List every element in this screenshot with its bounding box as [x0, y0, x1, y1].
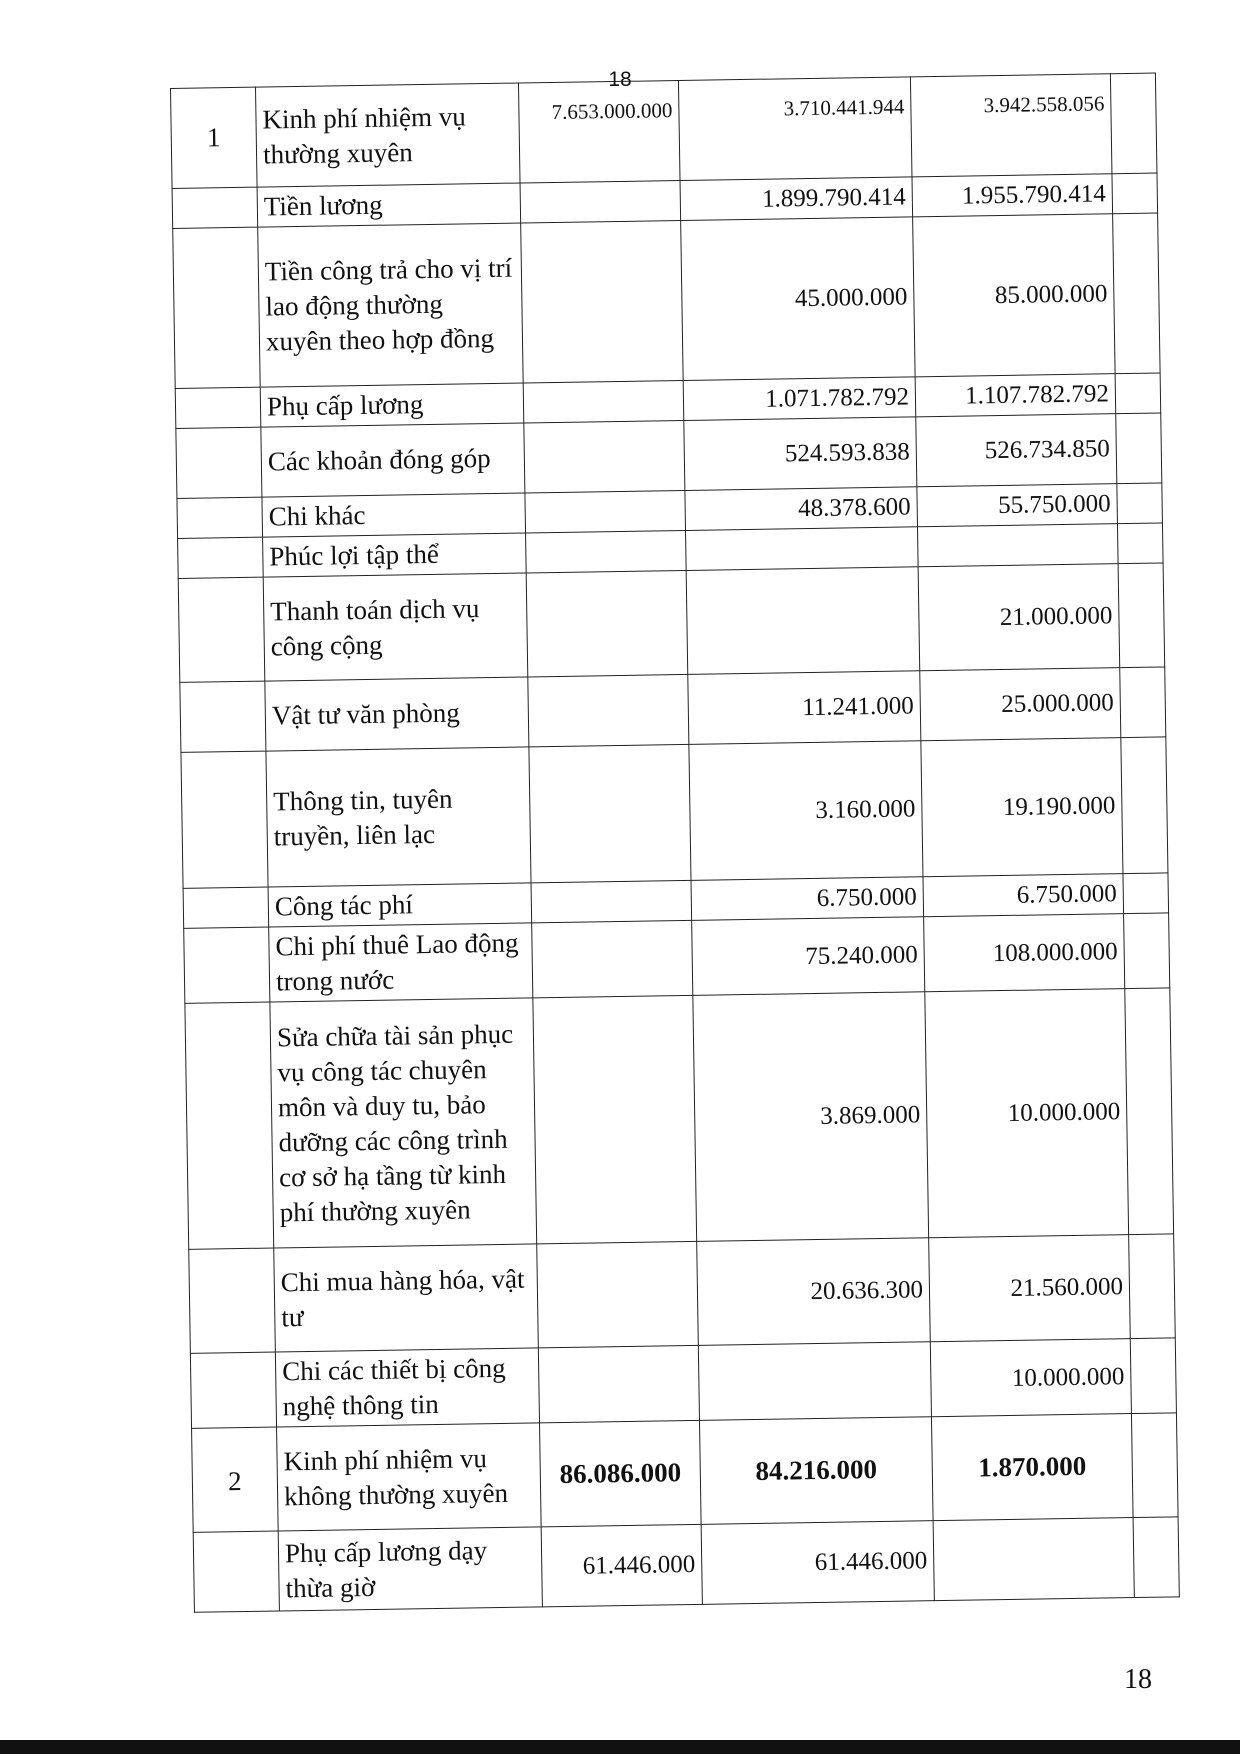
table-row [189, 1234, 1176, 1353]
empty-cell [1117, 483, 1163, 524]
total-amount [526, 530, 687, 573]
table-row [193, 1517, 1179, 1612]
remaining-amount: 55.750.000 [917, 484, 1118, 527]
item-name: Tiền lương [257, 183, 521, 227]
item-name: Thông tin, tuyên truyền, liên lạc [266, 747, 531, 887]
budget-table [170, 73, 1180, 1613]
total-amount [537, 1241, 699, 1348]
item-name: Chi mua hàng hóa, vật tư [274, 1244, 539, 1352]
remaining-amount: 21.560.000 [929, 1235, 1131, 1342]
spent-amount: 48.378.600 [685, 487, 918, 531]
empty-cell [1133, 1517, 1179, 1598]
row-index [181, 751, 268, 888]
total-amount [538, 1345, 699, 1423]
remaining-amount: 1.870.000 [931, 1414, 1133, 1521]
item-name: Phụ cấp lương [260, 383, 524, 427]
scan-edge [0, 1740, 1240, 1754]
table-row [173, 213, 1160, 388]
total-amount [531, 880, 692, 923]
spent-amount: 3.869.000 [693, 992, 929, 1242]
empty-cell [1121, 737, 1168, 874]
total-amount [533, 995, 697, 1243]
row-index [176, 427, 262, 498]
spent-amount: 20.636.300 [697, 1238, 931, 1346]
row-index [180, 681, 266, 752]
empty-cell [1131, 1413, 1178, 1518]
row-index: 2 [192, 1427, 279, 1532]
empty-cell [1117, 523, 1163, 564]
remaining-amount: 10.000.000 [930, 1339, 1131, 1417]
empty-cell [1110, 73, 1157, 174]
item-name: Chi khác [262, 493, 526, 537]
empty-cell [1129, 1234, 1176, 1339]
item-name: Phúc lợi tập thể [263, 533, 527, 577]
page-number-bottom: 18 [1124, 1664, 1152, 1695]
spent-amount: 84.216.000 [699, 1417, 933, 1525]
empty-cell [1123, 873, 1169, 914]
page-number-top: 18 [608, 68, 632, 91]
spent-amount: 75.240.000 [692, 917, 925, 996]
spent-amount [698, 1342, 931, 1421]
spent-amount: 1.071.782.792 [683, 377, 916, 421]
empty-cell [1112, 173, 1158, 214]
row-index [185, 1002, 274, 1249]
item-name: Tiền công trả cho vị trí lao động thường xuyên theo hợp đồng [258, 223, 523, 387]
row-index [175, 387, 261, 428]
item-name: Công tác phí [268, 883, 532, 927]
empty-cell [1115, 373, 1161, 414]
spent-amount: 11.241.000 [688, 671, 921, 745]
total-amount [526, 570, 688, 677]
remaining-amount [933, 1518, 1134, 1601]
remaining-amount: 25.000.000 [920, 668, 1121, 741]
row-index [190, 1352, 276, 1428]
row-index [193, 1531, 279, 1612]
total-amount [532, 920, 693, 998]
spent-amount [686, 527, 919, 571]
remaining-amount: 6.750.000 [923, 874, 1124, 917]
total-amount [529, 744, 691, 882]
remaining-amount: 1.107.782.792 [915, 374, 1116, 417]
item-name: Chi phí thuê Lao động trong nước [269, 923, 533, 1002]
remaining-amount: 10.000.000 [925, 989, 1129, 1238]
spent-amount: 524.593.838 [684, 417, 917, 491]
item-name: Phụ cấp lương dạy thừa giờ [278, 1527, 542, 1611]
row-index [189, 1248, 276, 1353]
spent-amount: 45.000.000 [681, 217, 915, 381]
total-amount: 7.653.000.000 [518, 81, 680, 184]
spent-amount: 1.899.790.414 [680, 177, 913, 221]
table-row [185, 988, 1174, 1249]
item-name: Kinh phí nhiệm vụ thường xuyên [255, 83, 520, 187]
total-amount [524, 420, 685, 493]
remaining-amount: 108.000.000 [924, 914, 1125, 992]
row-index [184, 927, 270, 1003]
budget-table-container [170, 73, 1179, 1613]
empty-cell [1130, 1338, 1176, 1414]
spent-amount: 61.446.000 [701, 1521, 934, 1605]
total-amount [525, 490, 686, 533]
empty-cell [1118, 563, 1165, 668]
empty-cell [1125, 988, 1174, 1235]
remaining-amount: 526.734.850 [916, 414, 1117, 487]
row-index: 1 [171, 87, 258, 188]
total-amount [528, 674, 689, 747]
item-name: Chi các thiết bị công nghệ thông tin [275, 1348, 539, 1427]
row-index [172, 187, 258, 228]
item-name: Sửa chữa tài sản phục vụ công tác chuyên môn và duy tu, bảo dưỡng các công trình cơ sở hạ tầng từ kinh phí thường xuyên [270, 998, 537, 1248]
empty-cell [1113, 213, 1161, 374]
total-amount: 86.086.000 [540, 1420, 702, 1527]
row-index [173, 227, 261, 388]
table-row [192, 1413, 1179, 1532]
spent-amount [686, 567, 920, 675]
empty-cell [1124, 913, 1170, 989]
remaining-amount [917, 524, 1118, 567]
spent-amount: 6.750.000 [691, 877, 924, 921]
remaining-amount: 1.955.790.414 [912, 174, 1113, 217]
remaining-amount: 3.942.558.056 [910, 74, 1112, 177]
item-name: Các khoản đóng góp [261, 423, 525, 497]
table-row [178, 563, 1165, 682]
row-index [177, 497, 263, 538]
table-row [171, 73, 1157, 188]
spent-amount: 3.160.000 [689, 741, 923, 881]
row-index [183, 887, 269, 928]
empty-cell [1116, 413, 1162, 484]
item-name: Vật tư văn phòng [265, 677, 529, 751]
table-row [181, 737, 1168, 888]
row-index [178, 537, 264, 578]
empty-cell [1120, 667, 1166, 738]
total-amount [521, 220, 683, 382]
spent-amount: 3.710.441.944 [678, 77, 912, 181]
remaining-amount: 19.190.000 [921, 738, 1123, 877]
row-index [178, 577, 265, 682]
remaining-amount: 21.000.000 [918, 564, 1120, 671]
remaining-amount: 85.000.000 [913, 214, 1115, 377]
item-name: Thanh toán dịch vụ công cộng [263, 573, 528, 681]
total-amount [523, 380, 684, 423]
item-name: Kinh phí nhiệm vụ không thường xuyên [277, 1423, 542, 1531]
total-amount [520, 181, 681, 224]
total-amount: 61.446.000 [541, 1524, 702, 1607]
